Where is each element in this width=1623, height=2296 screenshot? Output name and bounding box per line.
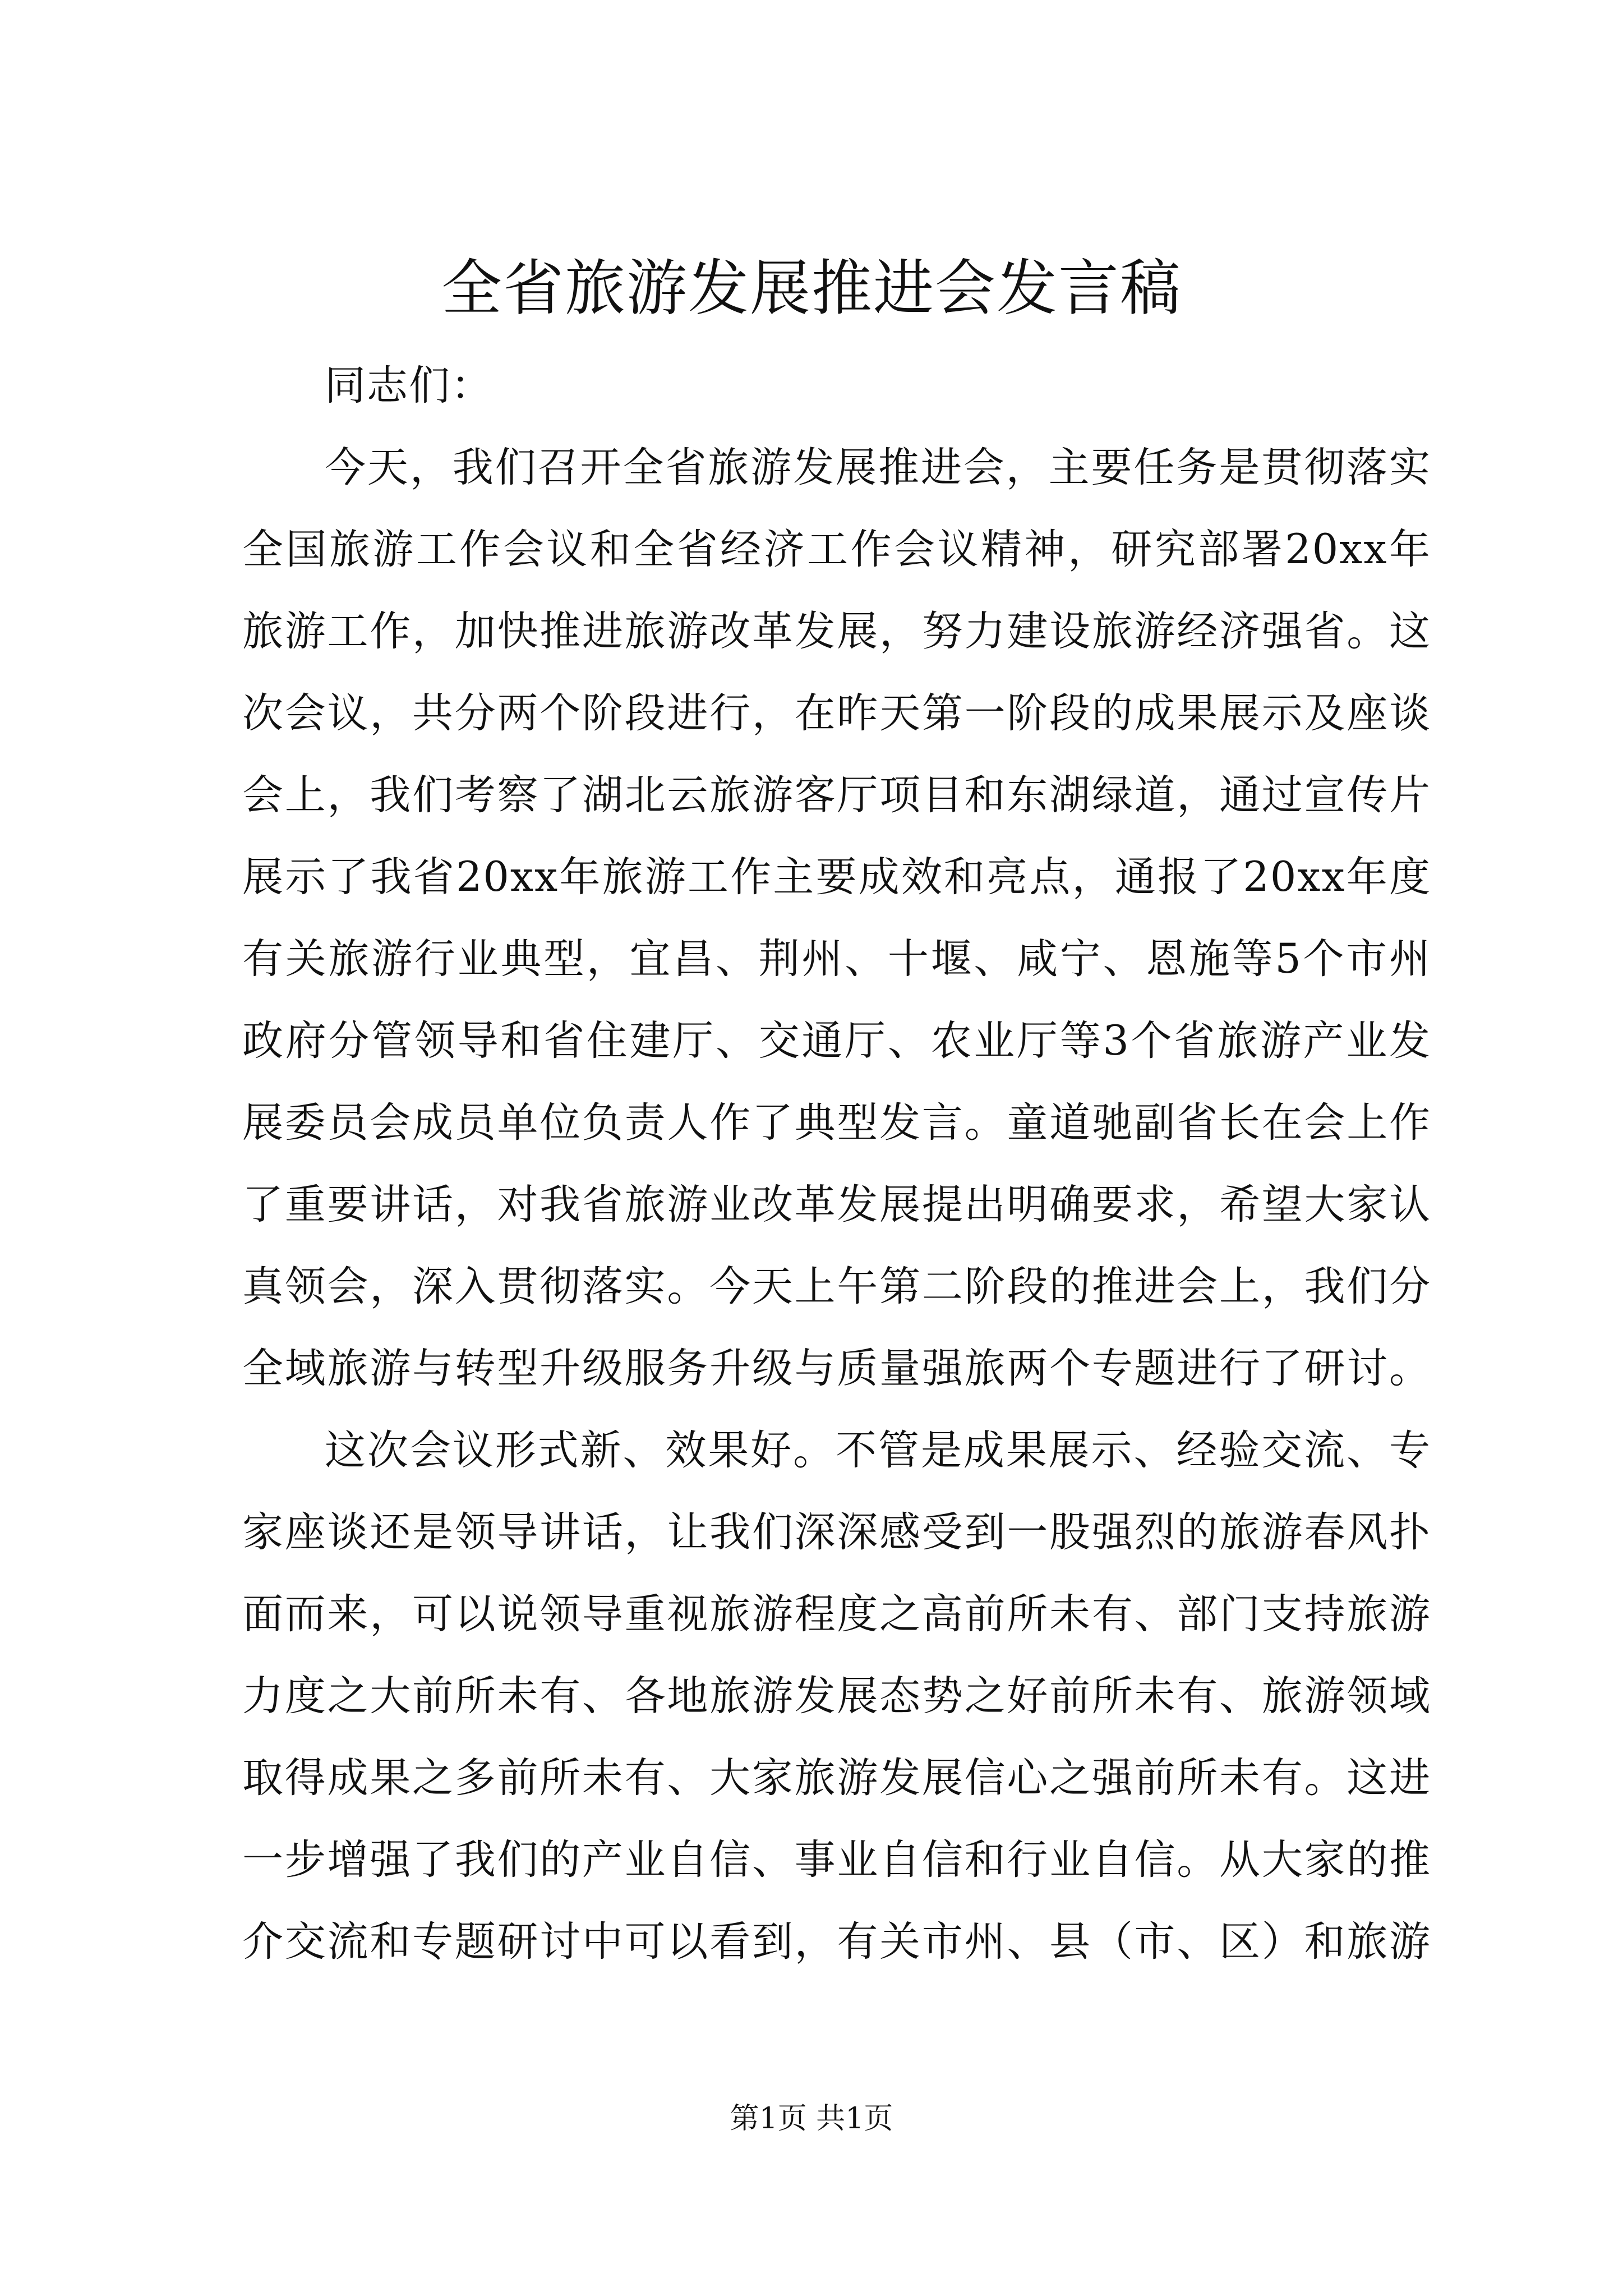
paragraph-2-line: 力度之大前所未有、各地旅游发展态势之好前所未有、旅游领域 [242, 1672, 1431, 1720]
paragraph-1-line: 全国旅游工作会议和全省经济工作会议精神，研究部署20xx年 [242, 526, 1431, 573]
paragraph-2-line: 家座谈还是领导讲话，让我们深深感受到一股强烈的旅游春风扑 [242, 1508, 1431, 1556]
document-body [242, 345, 1431, 1983]
paragraph-2-line: 介交流和专题研讨中可以看到，有关市州、县（市、区）和旅游 [242, 1918, 1431, 1966]
paragraph-1-line: 今天，我们召开全省旅游发展推进会，主要任务是贯彻落实 [325, 444, 1431, 491]
paragraph-1-line: 展示了我省20xx年旅游工作主要成效和亮点，通报了20xx年度 [242, 853, 1431, 901]
document-title: 全省旅游发展推进会发言稿 [441, 254, 1182, 324]
paragraph-1-line: 政府分管领导和省住建厅、交通厅、农业厅等3个省旅游产业发 [242, 1017, 1431, 1065]
paragraph-1-line: 全域旅游与转型升级服务升级与质量强旅两个专题进行了研讨。 [242, 1345, 1431, 1392]
paragraph-1-line: 次会议，共分两个阶段进行，在昨天第一阶段的成果展示及座谈 [242, 689, 1431, 737]
paragraph-2-line: 一步增强了我们的产业自信、事业自信和行业自信。从大家的推 [242, 1836, 1431, 1884]
paragraph-1-line: 有关旅游行业典型，宜昌、荆州、十堰、咸宁、恩施等5个市州 [242, 935, 1431, 983]
paragraph-2-line: 取得成果之多前所未有、大家旅游发展信心之强前所未有。这进 [242, 1754, 1431, 1802]
page-number-footer: 第1页 共1页 [730, 2102, 893, 2136]
paragraph-2-line: 这次会议形式新、效果好。不管是成果展示、经验交流、专 [325, 1427, 1431, 1474]
paragraph-1-line: 了重要讲话，对我省旅游业改革发展提出明确要求，希望大家认 [242, 1181, 1431, 1228]
paragraph-1-line: 会上，我们考察了湖北云旅游客厅项目和东湖绿道，通过宣传片 [242, 771, 1431, 819]
paragraph-1-line: 真领会，深入贯彻落实。今天上午第二阶段的推进会上，我们分 [242, 1263, 1431, 1310]
paragraph-2-line: 面而来，可以说领导重视旅游程度之高前所未有、部门支持旅游 [242, 1590, 1431, 1638]
greeting-line: 同志们： [325, 362, 493, 409]
paragraph-1-line: 展委员会成员单位负责人作了典型发言。童道驰副省长在会上作 [242, 1099, 1431, 1147]
paragraph-1-line: 旅游工作，加快推进旅游改革发展，努力建设旅游经济强省。这 [242, 608, 1431, 655]
